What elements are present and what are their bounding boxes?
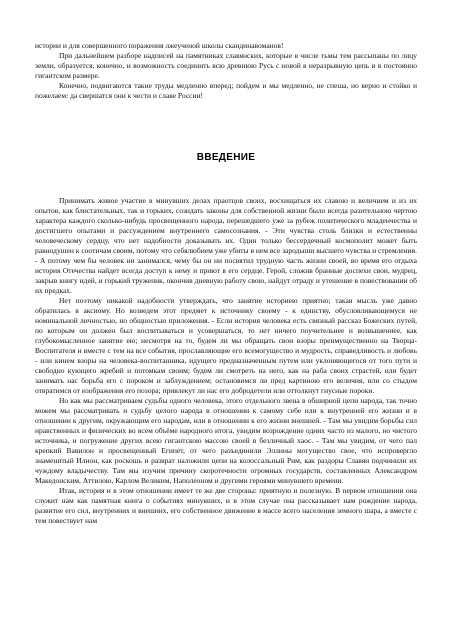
body-paragraph-4: Итак, история и в этом отношении имеет те же две стороны: приятную и полезную. В первом отношении она служит нам как памятная книга о событиях минувших, и в этом случае она рассказывает нам рождение народа, развитие его сил, внутренних и внешних, его собственное движение в массе всего населения земного шара, а вместе с тем повествует нам (35, 486, 417, 525)
intro-paragraph-2: При дальнейшем разборе надписей на памятниках славянских, которые в числе тьмы тем рассыпаны по лицу земли, образуется, конечно, и возможность соединить всю древнюю Русь с новой в неразрывную цепь и в постоянно гигантском размере. (35, 51, 417, 80)
body-paragraph-3: Но как мы рассматриваем судьбы одного человека, этого отдельного звена в обширной цепи народа, так точно можем мы рассматривать и судьбу целого народа в отношении к самому себе или к внутренней его жизни и в отношении к другим, окружающим его народам, или в отношении к его жизни внешней. - Там мы увидим борьбы сил нравственных и физических во всем объёме народного итога, увидим возрождение одних часто из малого, но чистого источника, и погружение других всею гигантскою массою своей в безличный хаос. - Там мы увидим, от чего пал крепкий Вавилон и просвещенный Египет, от чего разъединили Эллины могущество свое, что испровергло знаменитый Илион, как роскошь и разврат наложили цепи на колоссальный Рим, как раздоры Славян подчинили их чуждому владычеству. Там мы изучим причину скоротечности огромных государств, составленных Александром Македонским, Аттилою, Карлом Великим, Наполеоном и другими героями минувшего времени. (35, 396, 417, 485)
chapter-title: ВВЕДЕНИЕ (196, 152, 256, 163)
intro-paragraph-1: истории и для совершенного поражения лжеученой школы скандинавоманов! (35, 41, 284, 50)
intro-paragraph-3: Конечно, подвигаются такие труды медленно вперед; пойдем и мы медленно, не спеша, но верно и стойко и пожелаем: да свершатся они к чести и славе России! (35, 81, 417, 100)
body-paragraph-2: Нет поэтому никакой надобности утверждать, что занятие историею приятно; такая мысль уже давно обратилась в аксиому. Но возведем этот предмет к источнику своему - к единству, обусловливающемуся не номинальной личностью, но общностью приложения. - Если история человека есть связный рассказ Божеских путей, по которым он должен был воспитываться и усовершаться, то нет ничего поучительнее и возвышеннее, как глубокомысленное занятие ею; несмотря на то, будем ли мы обращать свои взоры преимущественно на Творца-Воспитателя и вместе с тем на все события, прославляющие его всемогущество и мудрость, справедливость и любовь - или кинем взоры на человека-воспитанника, идущего предназначенным путем или уклоняющегося от того пути и свободно кующего жребий и потомкам своим; будем ли смотреть на него, как на раба своих страстей, или будет занимать нас борьба его с пороком и заблуждением; остановимся ли пред картиною его величия, или со стыдом отвратимся от изображения его позора; привлекут ли нас его добродетели или оттолкнут гнусные пороки. (35, 296, 417, 395)
body-text-block (35, 196, 417, 526)
body-paragraph-1: Принимать живое участие в минувших делах праотцов своих, восхищаться их славою и величием и из их опытов, как блистательных, так и горьких, созидать законы для собственной жизни было всегда разительною чертою характера каждого сколько-нибудь просвещенного народа, перешедшего уже за рубеж политического младенчества и достигшего опытами и рассуждением внутреннего самосознания. - Эти чувства столь близки и естественны человеческому сердцу, что нет надобности доказывать их. Один только бессердечный космополит может быть равнодушен к соотичам своим, потому что себялюбием уже убиты в нем все зародыши высшего чувства и стремления. - А потому чем бы человек ни занимался, чему бы он ни посвятил трудную часть жизни своей, во время его отдыха история Отечества найдет всегда доступ к нему и приют в его сердце. Герой, сложив бранные доспехи свои, мудрец, закрыв книгу идей, и горький труженик, окончив дневную работу свою, найдут отраду и утешение в повествовании об их предках. (35, 196, 417, 295)
intro-text-block (35, 41, 417, 101)
